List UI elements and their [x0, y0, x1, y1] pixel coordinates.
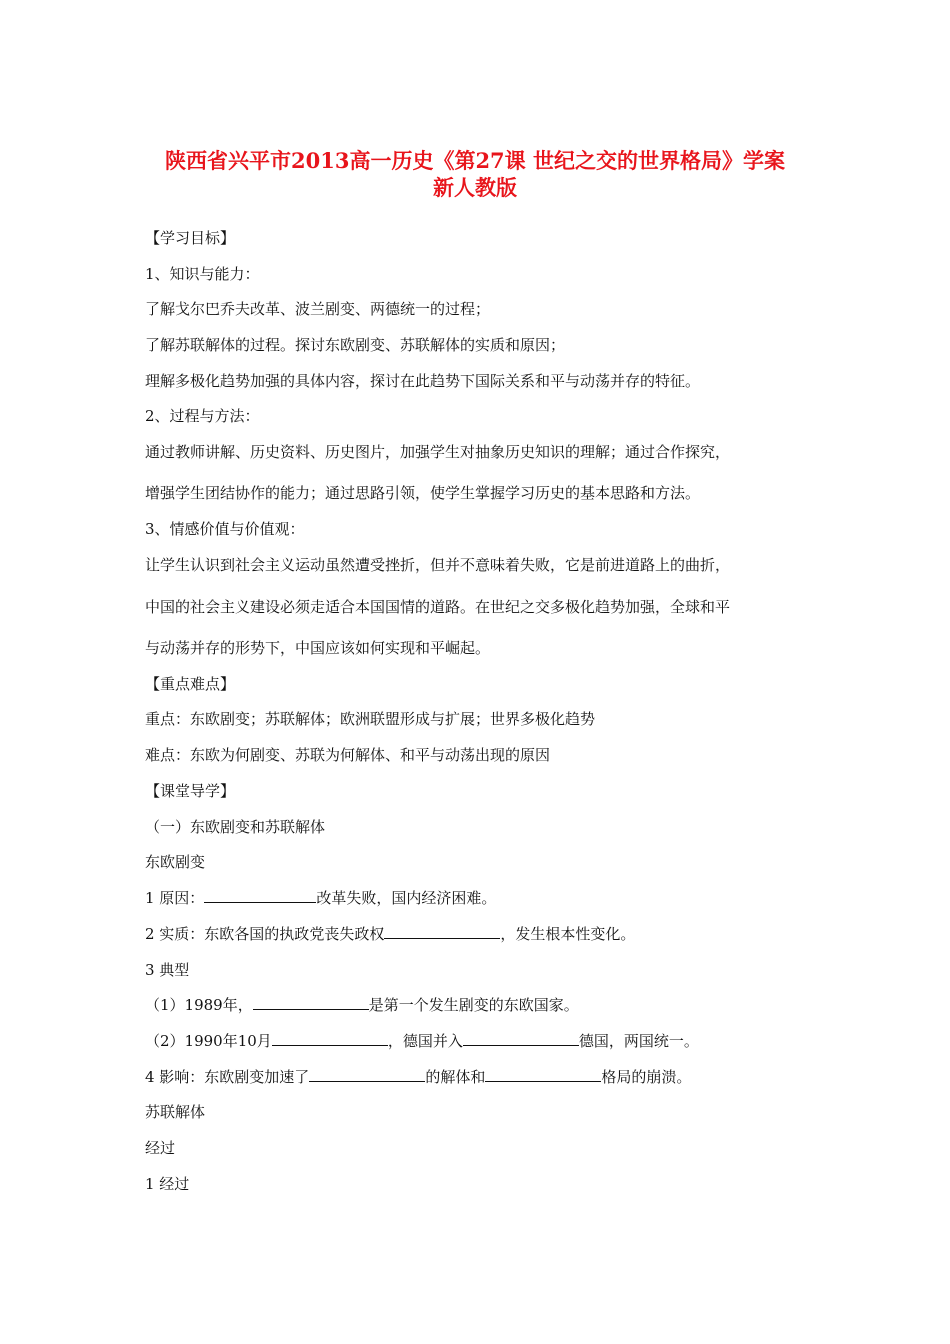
process-method-title: 2、过程与方法：: [145, 407, 260, 425]
guide-heading: 【课堂导学】: [145, 782, 236, 800]
answer-blank[interactable]: [485, 1067, 601, 1082]
answer-blank[interactable]: [253, 995, 369, 1010]
objective-line: 通过教师讲解、历史资料、历史图片，加强学生对抽象历史知识的理解；通过合作探究，: [145, 443, 731, 461]
objective-line: 了解戈尔巴乔夫改革、波兰剧变、两德统一的过程；: [145, 300, 491, 318]
fill-in-item: [145, 1067, 691, 1087]
answer-blank[interactable]: [272, 1031, 388, 1046]
item-text: 1 原因：: [145, 889, 205, 907]
objective-line: 让学生认识到社会主义运动虽然遭受挫折，但并不意味着失败，它是前进道路上的曲折，: [145, 556, 731, 574]
fill-in-item: [145, 888, 496, 908]
item-text: ，发生根本性变化。: [500, 925, 636, 943]
objective-line: 中国的社会主义建设必须走适合本国国情的道路。在世纪之交多极化趋势加强，全球和平: [145, 598, 731, 616]
section-heading: （一）东欧剧变和苏联解体: [145, 818, 326, 836]
knowledge-ability-title: 1、知识与能力：: [145, 265, 260, 283]
fill-in-item: [145, 924, 635, 944]
item-text: 是第一个发生剧变的东欧国家。: [368, 996, 579, 1014]
item-text: 格局的崩溃。: [601, 1068, 692, 1086]
item-text: 的解体和: [425, 1068, 486, 1086]
item-text: （1）1989年，: [145, 996, 253, 1014]
keypoints-heading: 【重点难点】: [145, 675, 236, 693]
item-text: 2 实质：东欧各国的执政党丧失政权: [145, 925, 385, 943]
objectives-heading: 【学习目标】: [145, 229, 236, 247]
objective-line: 与动荡并存的形势下，中国应该如何实现和平崛起。: [145, 639, 491, 657]
emotion-values-title: 3、情感价值与价值观：: [145, 520, 305, 538]
answer-blank[interactable]: [463, 1031, 579, 1046]
answer-blank[interactable]: [309, 1067, 425, 1082]
item-text: ，德国并入: [387, 1032, 463, 1050]
item-text: 德国，两国统一。: [578, 1032, 699, 1050]
list-item: 1 经过: [145, 1175, 190, 1193]
item-text: 改革失败，国内经济困难。: [316, 889, 497, 907]
objective-line: 理解多极化趋势加强的具体内容，探讨在此趋势下国际关系和平与动荡并存的特征。: [145, 372, 701, 390]
item-text: 4 影响：东欧剧变加速了: [145, 1068, 310, 1086]
document-title-line-1: 陕西省兴平市2013高一历史《第27课 世纪之交的世界格局》学案: [165, 148, 785, 173]
answer-blank[interactable]: [204, 888, 316, 903]
item-text: （2）1990年10月: [145, 1032, 272, 1050]
fill-in-item: [145, 995, 579, 1015]
list-item: 3 典型: [145, 961, 190, 979]
objective-line: 了解苏联解体的过程。探讨东欧剧变、苏联解体的实质和原因；: [145, 336, 566, 354]
objective-line: 增强学生团结协作的能力；通过思路引领，使学生掌握学习历史的基本思路和方法。: [145, 484, 701, 502]
subsection-title: 东欧剧变: [145, 853, 206, 871]
subsection-title: 苏联解体: [145, 1103, 206, 1121]
fill-in-item: [145, 1031, 699, 1051]
document-title-line-2: 新人教版: [433, 175, 517, 200]
key-points: 重点：东欧剧变；苏联解体；欧洲联盟形成与扩展；世界多极化趋势: [145, 710, 596, 728]
difficult-points: 难点：东欧为何剧变、苏联为何解体、和平与动荡出现的原因: [145, 746, 551, 764]
subsection-title: 经过: [145, 1139, 176, 1157]
answer-blank[interactable]: [384, 924, 500, 939]
